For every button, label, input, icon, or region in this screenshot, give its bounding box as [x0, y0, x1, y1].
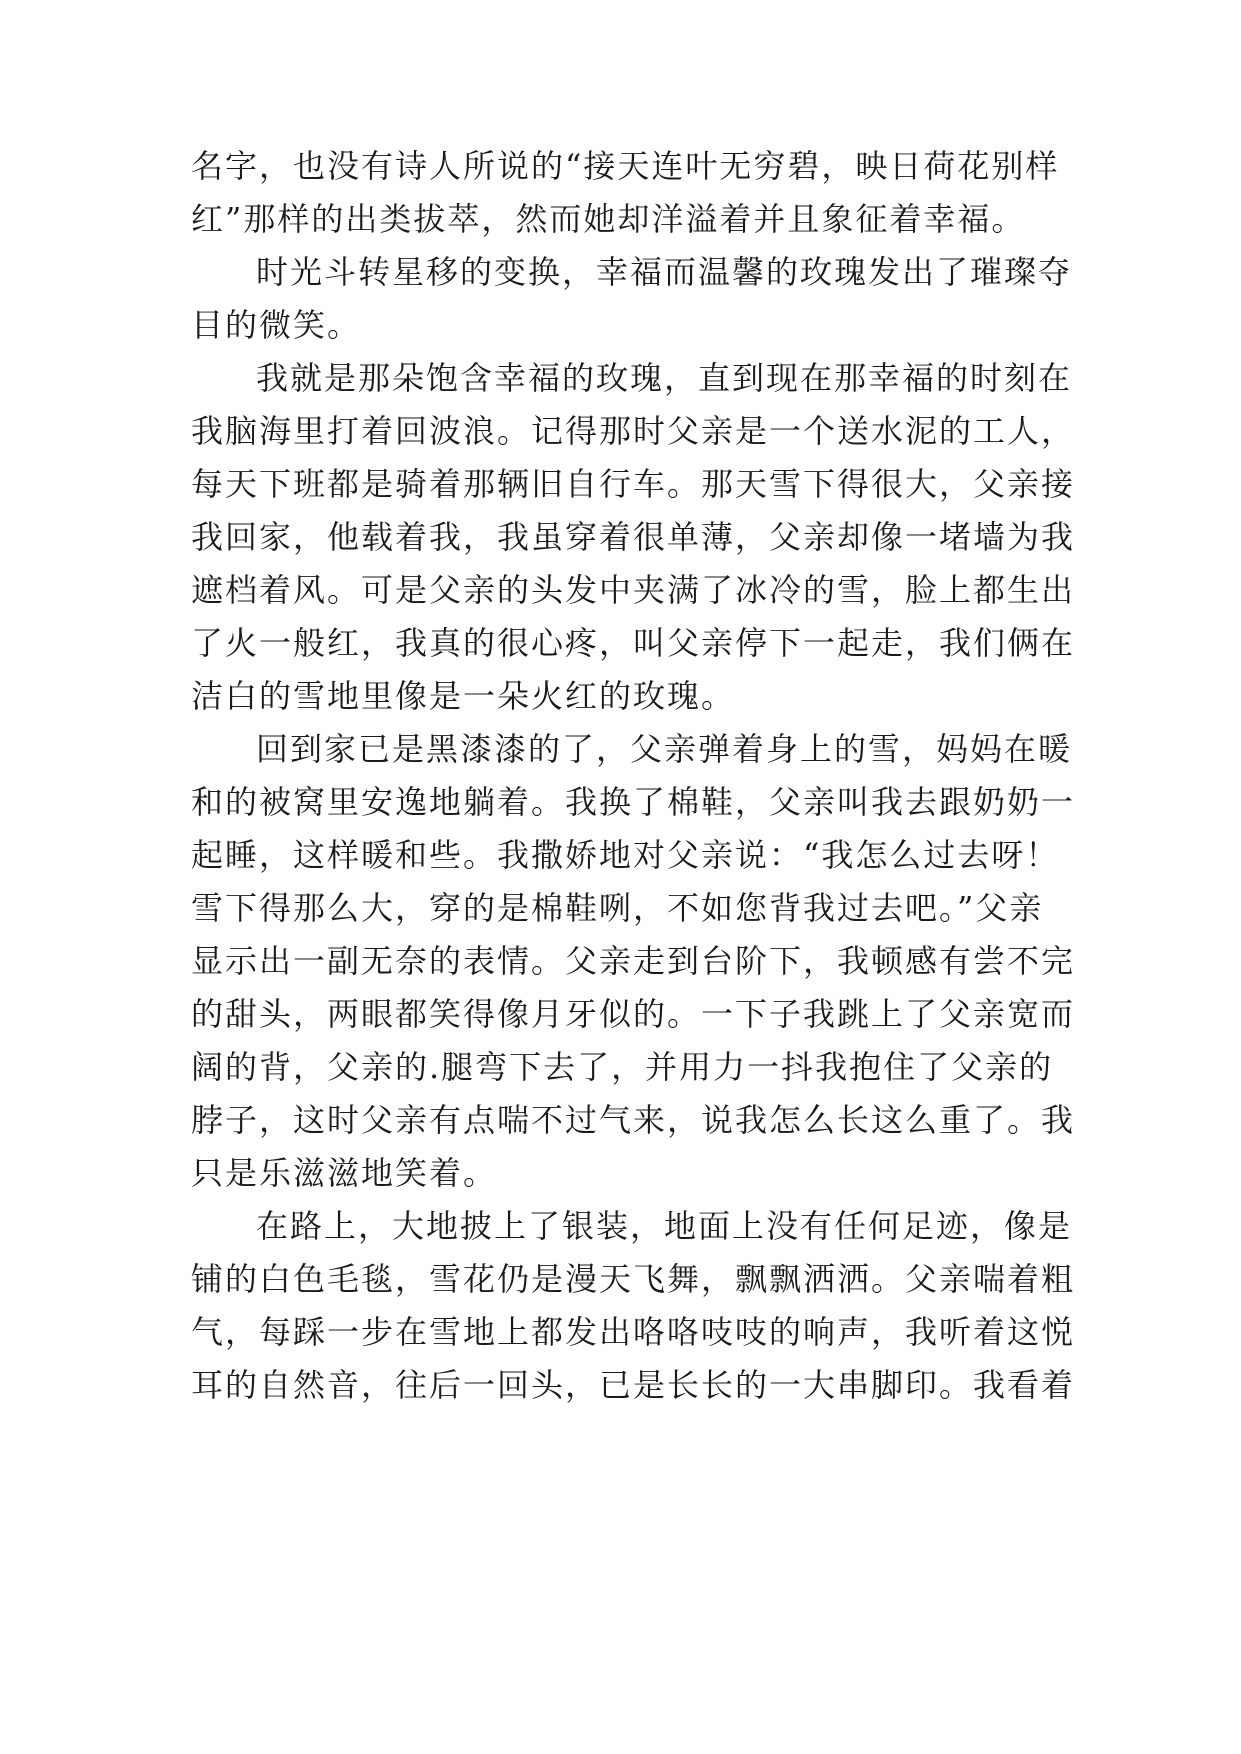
text-line: 我脑海里打着回波浪。记得那时父亲是一个送水泥的工人， — [191, 412, 1076, 450]
text-line: 洁白的雪地里像是一朵火红的玫瑰。 — [191, 677, 736, 715]
text-line: 和的被窝里安逸地躺着。我换了棉鞋，父亲叫我去跟奶奶一 — [191, 783, 1076, 821]
text-line: 铺的白色毛毯，雪花仍是漫天飞舞，飘飘洒洒。父亲喘着粗 — [191, 1260, 1076, 1298]
text-line: 起睡，这样暖和些。我撒娇地对父亲说：“我怎么过去呀！ — [191, 836, 1060, 874]
text-line: 雪下得那么大，穿的是棉鞋咧，不如您背我过去吧。”父亲 — [191, 889, 1044, 927]
text-line: 阔的背，父亲的.腿弯下去了，并用力一抖我抱住了父亲的 — [191, 1048, 1054, 1086]
text-line: 只是乐滋滋地笑着。 — [191, 1154, 498, 1192]
paragraph-first-line: 我就是那朵饱含幸福的玫瑰，直到现在那幸福的时刻在 — [256, 359, 1073, 397]
text-line: 红”那样的出类拔萃，然而她却洋溢着并且象征着幸福。 — [191, 200, 1026, 238]
paragraph-first-line: 在路上，大地披上了银装，地面上没有任何足迹，像是 — [256, 1207, 1073, 1245]
text-line: 目的微笑。 — [191, 306, 362, 344]
text-line: 每天下班都是骑着那辆旧自行车。那天雪下得很大，父亲接 — [191, 465, 1076, 503]
text-line: 遮档着风。可是父亲的头发中夹满了冰冷的雪，脸上都生出 — [191, 571, 1076, 609]
text-line: 了火一般红，我真的很心疼，叫父亲停下一起走，我们俩在 — [191, 624, 1076, 662]
text-line: 气，每踩一步在雪地上都发出咯咯吱吱的响声，我听着这悦 — [191, 1313, 1076, 1351]
text-line: 耳的自然音，往后一回头，已是长长的一大串脚印。我看着 — [191, 1366, 1076, 1404]
paragraph-first-line: 时光斗转星移的变换，幸福而温馨的玫瑰发出了璀璨夺 — [256, 253, 1073, 291]
text-line: 名字，也没有诗人所说的“接天连叶无穷碧，映日荷花别样 — [191, 147, 1060, 185]
text-line: 显示出一副无奈的表情。父亲走到台阶下，我顿感有尝不完 — [191, 942, 1076, 980]
text-line: 脖子，这时父亲有点喘不过气来，说我怎么长这么重了。我 — [191, 1101, 1076, 1139]
text-line: 的甜头，两眼都笑得像月牙似的。一下子我跳上了父亲宽而 — [191, 995, 1076, 1033]
paragraph-first-line: 回到家已是黑漆漆的了，父亲弹着身上的雪，妈妈在暖 — [256, 730, 1073, 768]
text-line: 我回家，他载着我，我虽穿着很单薄，父亲却像一堵墙为我 — [191, 518, 1076, 556]
